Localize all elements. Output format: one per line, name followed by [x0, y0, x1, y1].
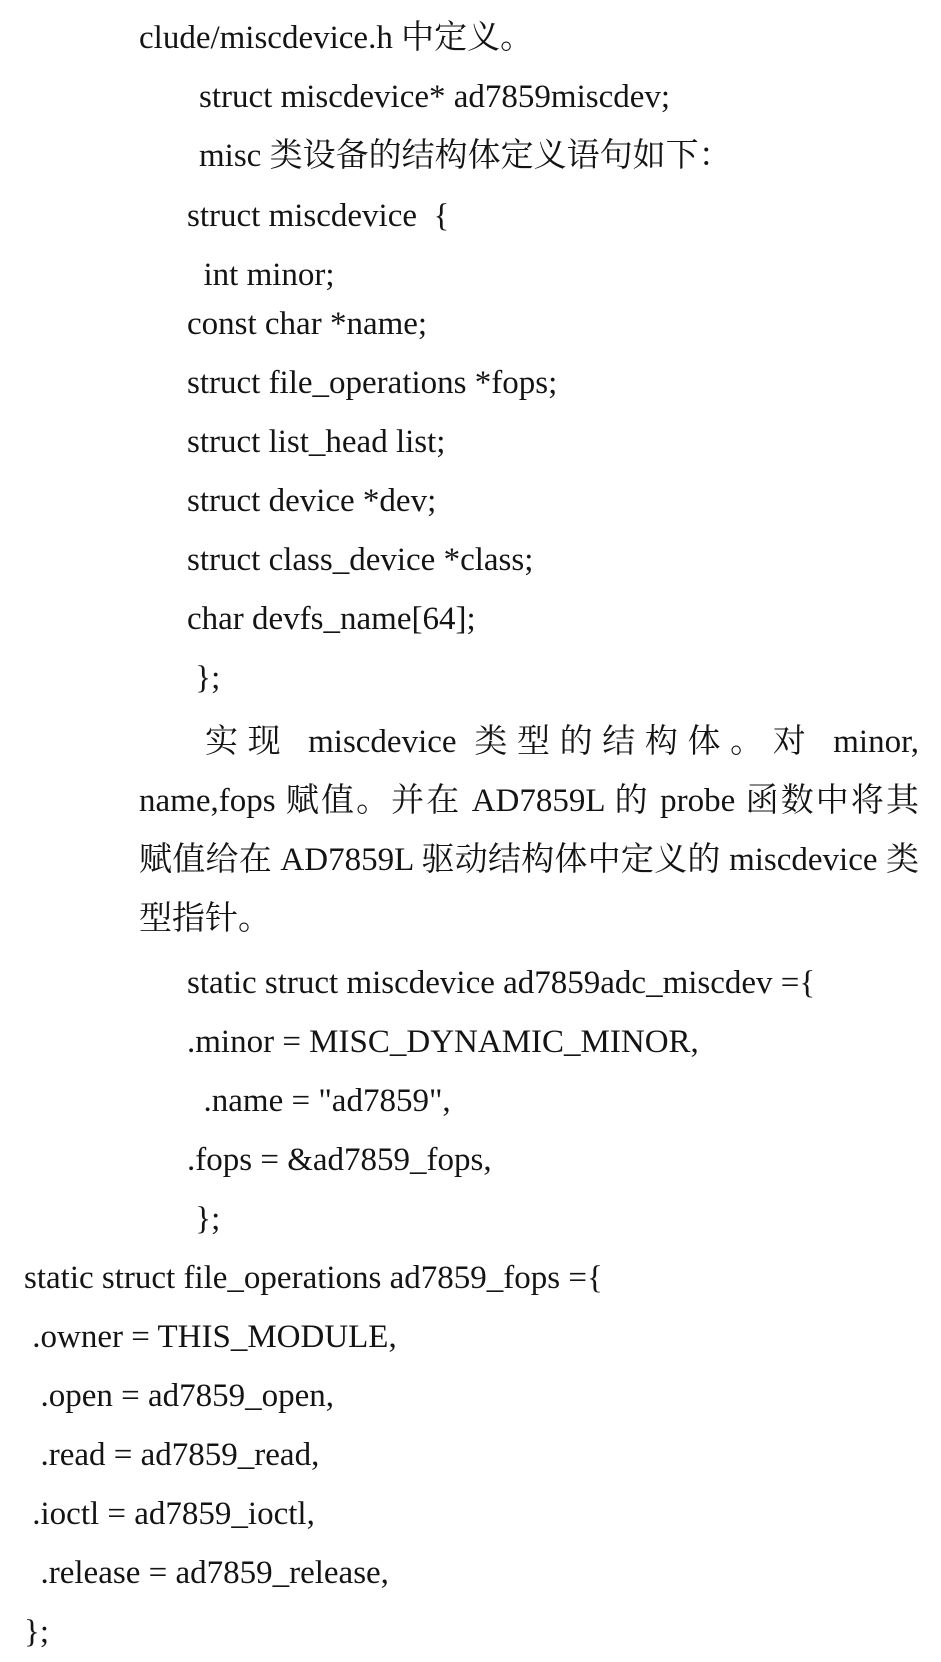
code-line: int minor; — [187, 257, 335, 293]
struct-caption: misc 类设备的结构体定义语句如下： — [199, 138, 732, 174]
code-line: struct device *dev; — [187, 483, 437, 519]
code-line: .fops = &ad7859_fops, — [187, 1142, 492, 1178]
code-line: }; — [187, 1201, 221, 1237]
code-line: }; — [187, 660, 221, 696]
body-paragraph: 实现 miscdevice 类型的结构体。对 minor, name,fops 赋值。并在 AD7859L 的 probe 函数中将其赋值给在 AD7859L 驱动结构体中定义的 miscdevice 类型指针。 — [139, 724, 919, 937]
code-line: struct miscdevice { — [187, 198, 450, 234]
code-line: static struct file_operations ad7859_fops ={ — [24, 1260, 603, 1296]
intro-line: clude/miscdevice.h 中定义。 — [139, 20, 534, 56]
code-line: const char *name; — [187, 306, 428, 342]
declaration-line: struct miscdevice* ad7859miscdev; — [199, 79, 671, 115]
code-line: .minor = MISC_DYNAMIC_MINOR, — [187, 1024, 699, 1060]
code-line: .name = "ad7859", — [187, 1083, 451, 1119]
code-line: .open = ad7859_open, — [24, 1378, 335, 1414]
code-line: .release = ad7859_release, — [24, 1555, 389, 1591]
code-line: static struct miscdevice ad7859adc_miscdev ={ — [187, 965, 816, 1001]
code-line: char devfs_name[64]; — [187, 601, 476, 637]
code-line: struct list_head list; — [187, 424, 446, 460]
code-line: .ioctl = ad7859_ioctl, — [24, 1496, 315, 1532]
code-line: .owner = THIS_MODULE, — [24, 1319, 397, 1355]
code-line: struct file_operations *fops; — [187, 365, 558, 401]
code-line: }; — [24, 1614, 50, 1650]
code-line: .read = ad7859_read, — [24, 1437, 320, 1473]
code-line: struct class_device *class; — [187, 542, 534, 578]
